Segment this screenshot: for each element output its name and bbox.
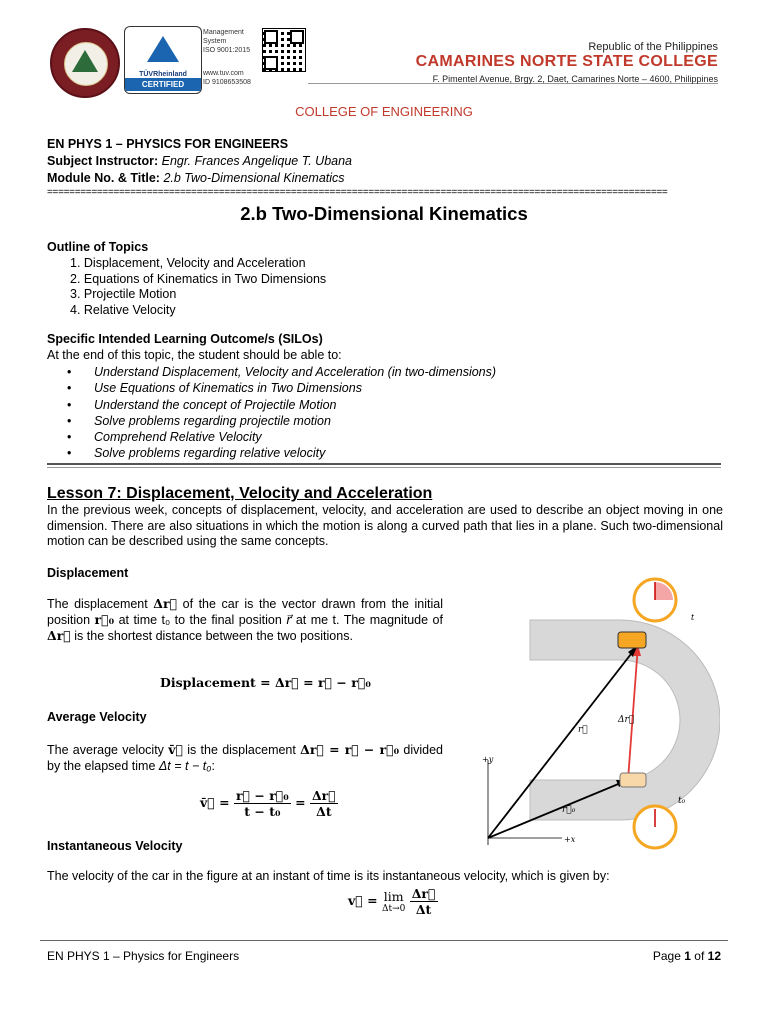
label-t0: t₀ (678, 796, 686, 806)
inst-velocity-heading: Instantaneous Velocity (47, 839, 183, 853)
avg-velocity-heading: Average Velocity (47, 710, 147, 724)
silo-list (67, 364, 497, 462)
page-title: 2.b Two-Dimensional Kinematics (240, 203, 528, 224)
republic-text: Republic of the Philippines (588, 41, 718, 53)
separator-line: ================================================================================================================ (47, 187, 668, 198)
section-rule-thin (47, 467, 721, 468)
instructor-line (47, 154, 352, 168)
avg-velocity-paragraph: The average velocity v̄⃗ is the displacement Δr⃗ = r⃗ − r⃗₀ divided by the elapsed time Δt = t − t₀: (47, 742, 444, 773)
outline-item: 2. Equations of Kinematics in Two Dimensions (70, 271, 327, 286)
displacement-heading: Displacement (47, 566, 129, 580)
tuv-certified-logo (124, 26, 202, 94)
tuv-cert-label: CERTIFIED (125, 78, 201, 91)
college-seal-logo (50, 28, 120, 98)
label-delta-r: Δr⃗ (618, 715, 635, 725)
qr-code-icon (262, 28, 306, 72)
silo-heading: Specific Intended Learning Outcome/s (SILOs) (47, 332, 323, 346)
outline-item: 4. Relative Velocity (70, 302, 176, 317)
mgmt-line: System (203, 38, 227, 45)
outline-heading: Outline of Topics (47, 240, 149, 254)
label-r: r⃗ (578, 725, 588, 735)
outline-list (70, 256, 326, 318)
label-r0: r⃗₀ (562, 805, 576, 815)
module-label: Module No. & Title: (47, 171, 160, 185)
silo-intro: At the end of this topic, the student should be able to: (47, 348, 342, 362)
avg-velocity-equation: v̄⃗ = $\frac{\text{r⃗ − r⃗₀}}{\text{t − t₀}}$ = $\frac{\Delta r⃗}{\Delta t}$ (200, 788, 336, 819)
silo-item: • Solve problems regarding projectile motion (67, 413, 331, 428)
department-name: COLLEGE OF ENGINEERING (295, 104, 473, 119)
management-system-info (203, 28, 251, 87)
instructor-name: Engr. Frances Angelique T. Ubana (161, 154, 353, 168)
mgmt-web: www.tuv.com (203, 70, 244, 77)
silo-item: • Understand the concept of Projectile Motion (67, 397, 337, 412)
lesson-intro: In the previous week, concepts of displacement, velocity, and acceleration are used to describe an object moving in one dimension. There are also situations in which the motion is along a curved path that lies in a plane. Such two-dimensional motion can be described using the same concepts. (47, 503, 723, 548)
displacement-equation: Displacement = Δr⃗ = r⃗ − r⃗₀ (160, 675, 371, 690)
silo-item: • Understand Displacement, Velocity and Acceleration (in two-dimensions) (67, 365, 497, 379)
instructor-label: Subject Instructor: (47, 154, 159, 168)
module-line (47, 171, 345, 185)
tuv-brand: TÜVRheinland (139, 71, 187, 78)
outline-item: 1. Displacement, Velocity and Acceleration (70, 256, 306, 270)
lesson-title: Lesson 7: Displacement, Velocity and Acceleration (47, 485, 433, 502)
outline-item: 3. Projectile Motion (70, 287, 177, 301)
course-title: EN PHYS 1 – PHYSICS FOR ENGINEERS (47, 137, 289, 151)
inst-velocity-paragraph: The velocity of the car in the figure at an instant of time is its instantaneous velocity, which is given by: (47, 869, 610, 883)
page-number: Page 1 of 12 (652, 949, 721, 963)
footer-course: EN PHYS 1 – Physics for Engineers (47, 949, 240, 963)
college-name: CAMARINES NORTE STATE COLLEGE (415, 53, 718, 70)
displacement-paragraph: The displacement Δr⃗ of the car is the vector drawn from the initial position r⃗₀ at time t₀ to the final position r⃗ at me t. The magnitude of Δr⃗ is the shortest distance between the two positions. (47, 596, 443, 643)
label-x: +x (564, 835, 576, 844)
module-title: 2.b Two-Dimensional Kinematics (163, 171, 345, 185)
mgmt-line: ISO 9001:2015 (203, 47, 251, 54)
label-y: +y (482, 755, 494, 764)
section-rule (47, 463, 721, 465)
silo-item: • Solve problems regarding relative velocity (67, 446, 326, 461)
mgmt-id: ID 9108653508 (203, 79, 251, 86)
inst-velocity-equation: v⃗ = lim Δt→0 $\frac{\Delta r⃗}{\Delta t}$ (348, 886, 436, 917)
car-final-icon (618, 632, 646, 648)
silo-item: • Comprehend Relative Velocity (67, 430, 262, 445)
college-address: F. Pimentel Avenue, Brgy. 2, Daet, Camarines Norte – 4600, Philippines (432, 74, 718, 84)
silo-item: • Use Equations of Kinematics in Two Dimensions (67, 381, 362, 396)
vector-delta-r (628, 645, 638, 780)
mgmt-line: Management (203, 29, 244, 36)
kinematics-figure (470, 570, 720, 860)
footer-rule (40, 940, 728, 941)
label-t: t (691, 613, 695, 622)
car-initial-icon (620, 773, 646, 787)
